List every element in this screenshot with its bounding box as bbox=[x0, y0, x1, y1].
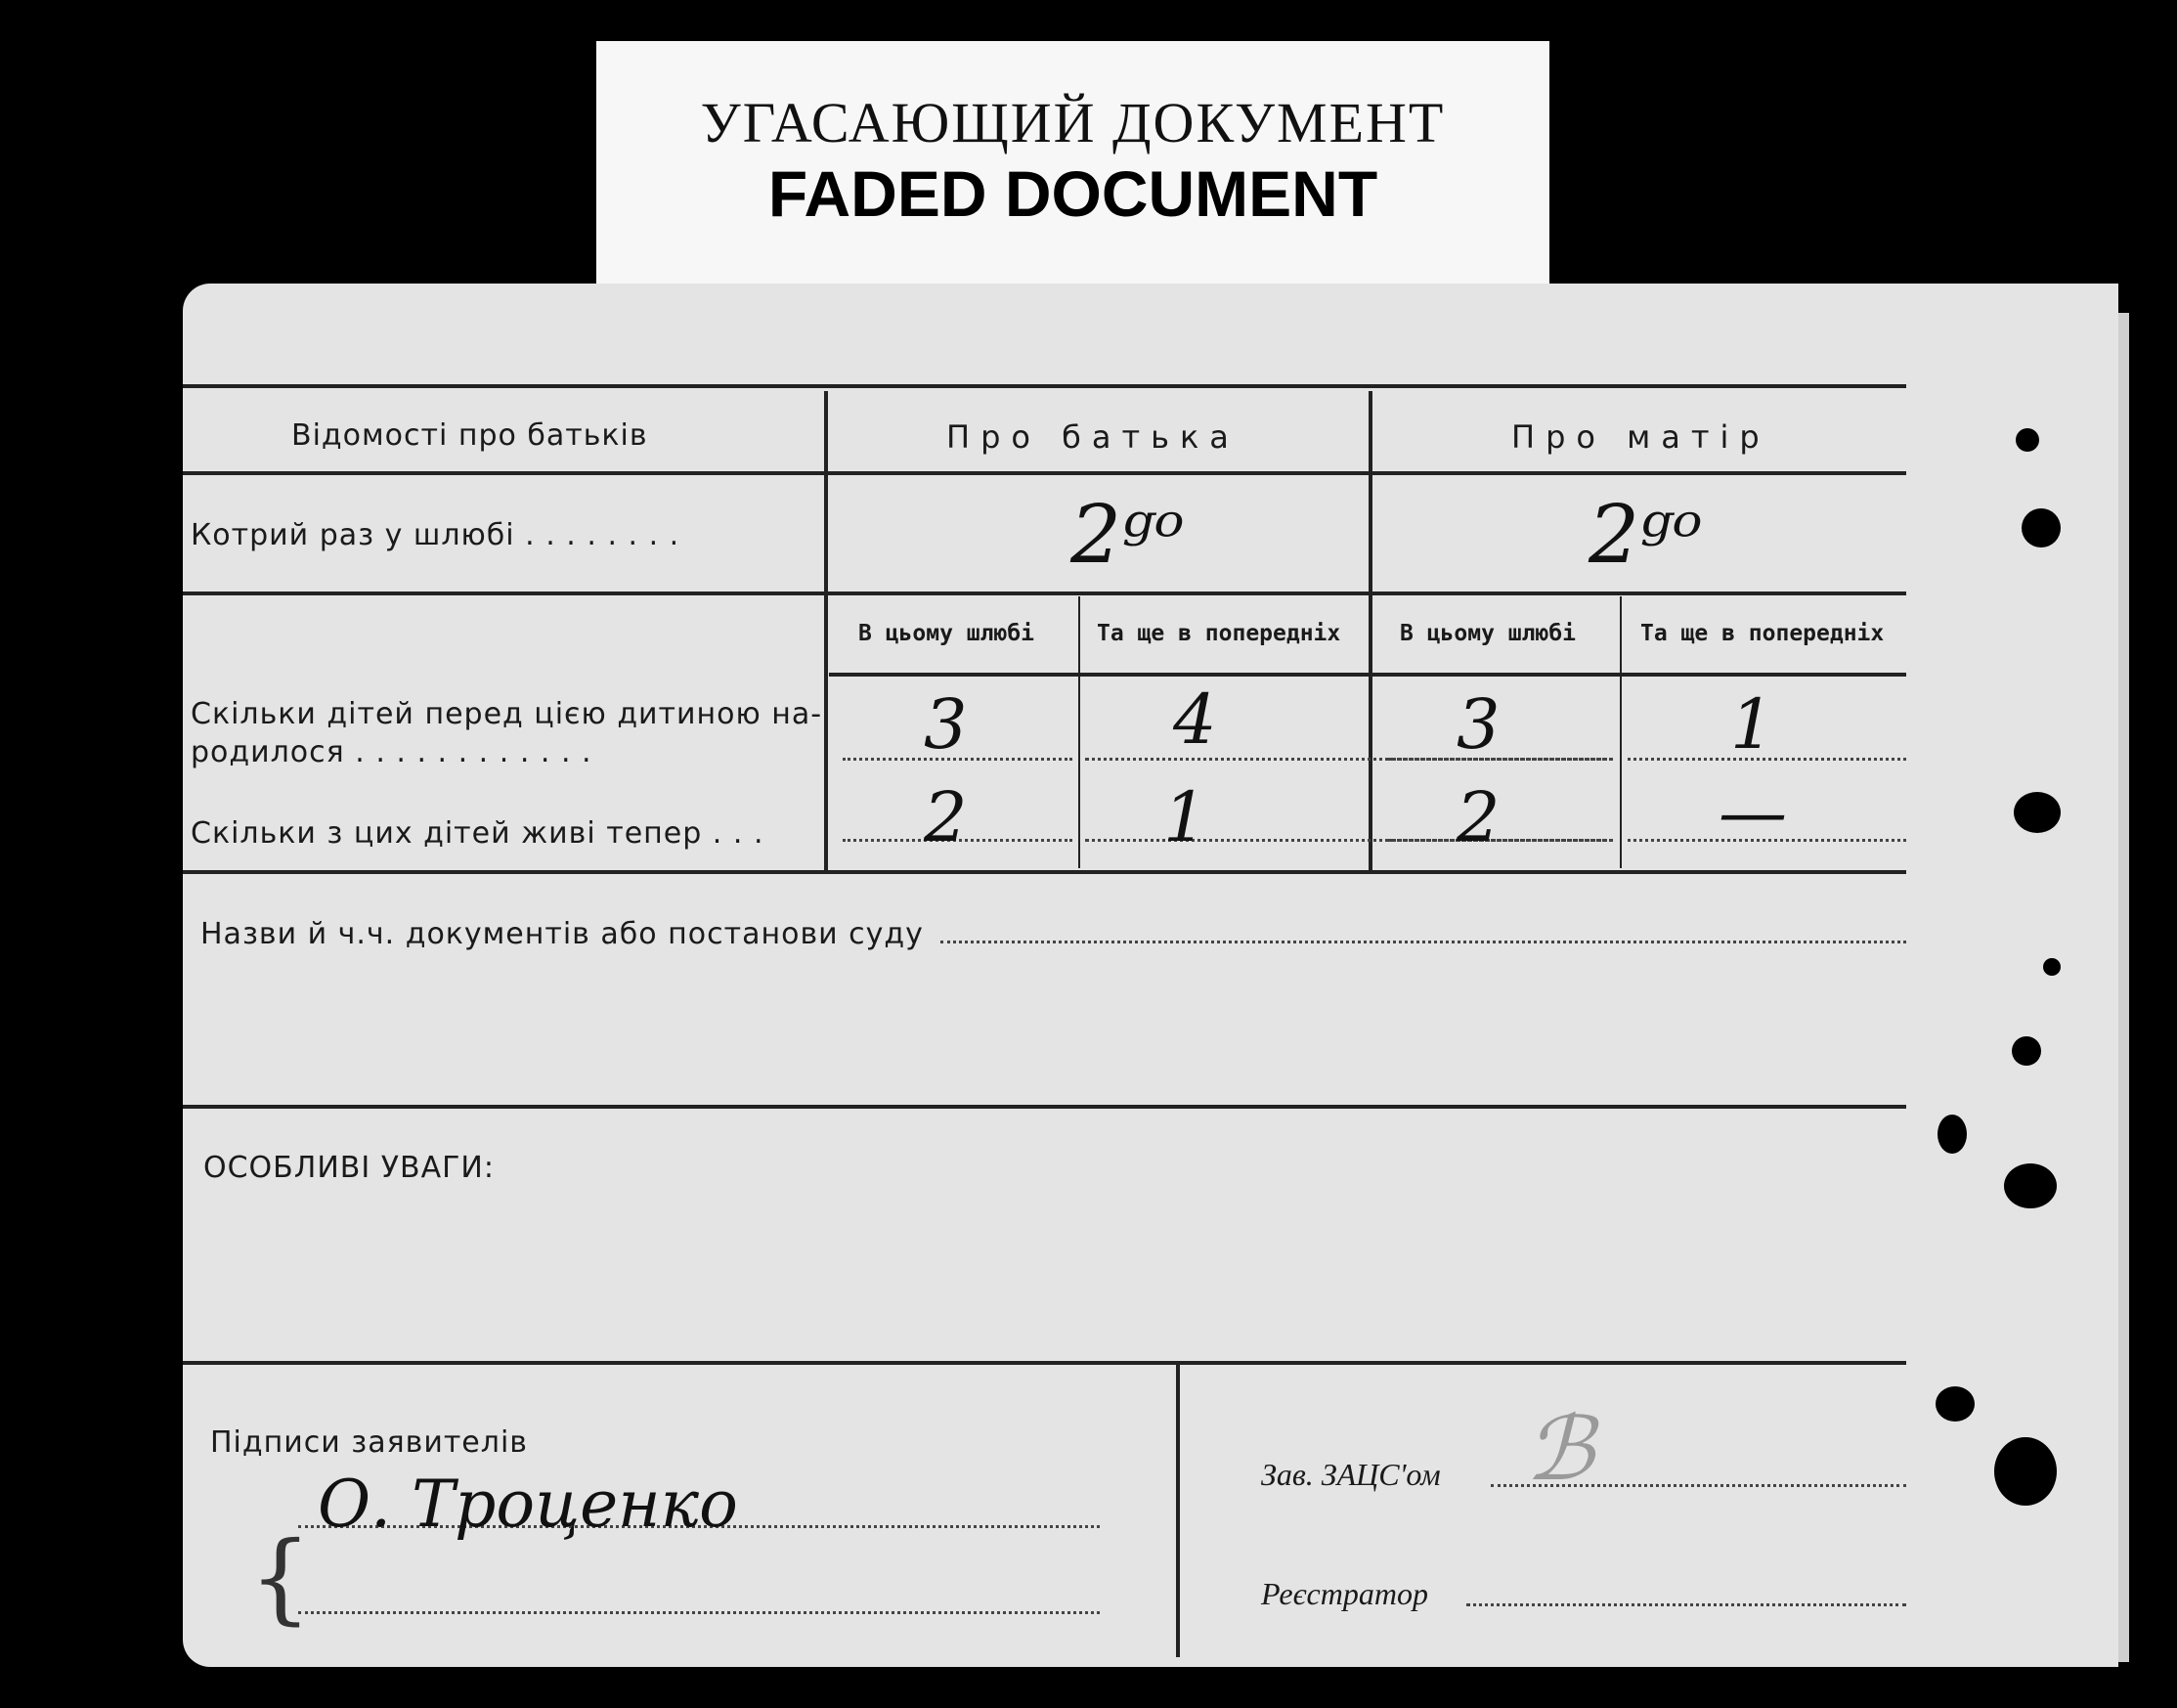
rule bbox=[1620, 596, 1622, 868]
label-title-ru: УГАСАЮЩИЙ ДОКУМЕНТ bbox=[700, 91, 1446, 154]
punch-hole bbox=[2012, 1036, 2041, 1066]
father-children-born-previous: 4 bbox=[1173, 679, 1217, 760]
mother-children-alive-previous: — bbox=[1719, 772, 1787, 853]
dotted-line bbox=[298, 1611, 1100, 1614]
rule bbox=[1369, 391, 1372, 870]
special-notes-label: ОСОБЛИВІ УВАГИ: bbox=[203, 1151, 495, 1185]
punch-hole bbox=[2022, 508, 2061, 547]
children-born-label-line2: родилося . . . . . . . . . . . . bbox=[191, 735, 592, 769]
documents-label: Назви й ч.ч. документів або постанови суду bbox=[200, 917, 924, 951]
marriage-count-label: Котрий раз у шлюбі . . . . . . . . bbox=[191, 518, 680, 552]
punch-hole bbox=[1994, 1437, 2057, 1506]
mother-children-alive-this: 2 bbox=[1457, 777, 1501, 857]
head-signature-mark: ℬ bbox=[1525, 1398, 1594, 1501]
rule bbox=[183, 591, 1906, 595]
header-about-mother: Про матір bbox=[1511, 418, 1770, 456]
children-alive-label: Скільки з цих дітей живі тепер . . . bbox=[191, 816, 764, 851]
head-of-registry-label: Зав. ЗАЦС'ом bbox=[1261, 1457, 1441, 1492]
mother-marriage-count: 2ᵍᵒ bbox=[1589, 489, 1703, 582]
header-parents-info: Відомості про батьків bbox=[291, 418, 648, 453]
label-title-en: FADED DOCUMENT bbox=[767, 157, 1378, 230]
dotted-line bbox=[1388, 758, 1613, 761]
father-marriage-count: 2ᵍᵒ bbox=[1070, 489, 1185, 582]
applicants-signatures-label: Підписи заявителів bbox=[210, 1425, 528, 1460]
father-children-born-this: 3 bbox=[924, 684, 968, 765]
rule bbox=[183, 1105, 1906, 1109]
children-born-label-line1: Скільки дітей перед цією дитиною на- bbox=[191, 697, 823, 731]
mother-children-born-previous: 1 bbox=[1730, 684, 1774, 765]
father-children-alive-previous: 1 bbox=[1163, 777, 1207, 857]
dotted-line bbox=[1466, 1603, 1906, 1606]
father-children-alive-this: 2 bbox=[924, 777, 968, 857]
rule bbox=[183, 384, 1906, 388]
mother-children-born-this: 3 bbox=[1457, 684, 1501, 765]
punch-hole bbox=[2016, 428, 2039, 452]
rule bbox=[1176, 1364, 1180, 1657]
punch-hole bbox=[1936, 1386, 1975, 1422]
subheader-father-this-marriage: В цьому шлюбі bbox=[858, 621, 1035, 646]
dotted-line bbox=[1388, 839, 1613, 842]
header-about-father: Про батька bbox=[946, 418, 1240, 456]
rule bbox=[1078, 596, 1080, 868]
applicant-signature: О. Троценко bbox=[318, 1467, 738, 1542]
dotted-line bbox=[940, 941, 1906, 943]
rule bbox=[183, 471, 1906, 475]
punch-hole bbox=[1938, 1115, 1967, 1154]
subheader-mother-this-marriage: В цьому шлюбі bbox=[1400, 621, 1577, 646]
punch-hole bbox=[2043, 958, 2061, 976]
punch-hole bbox=[2004, 1163, 2057, 1208]
rule bbox=[183, 1361, 1906, 1365]
faded-document-label bbox=[596, 41, 1549, 303]
rule bbox=[829, 673, 1906, 677]
bracket: { bbox=[249, 1520, 312, 1635]
subheader-father-previous: Та ще в попередніх bbox=[1097, 621, 1341, 646]
rule bbox=[183, 870, 1906, 874]
subheader-mother-previous: Та ще в попередніх bbox=[1640, 621, 1885, 646]
registrar-label: Реєстратор bbox=[1261, 1576, 1428, 1611]
punch-hole bbox=[2014, 792, 2061, 833]
rule bbox=[824, 391, 828, 870]
